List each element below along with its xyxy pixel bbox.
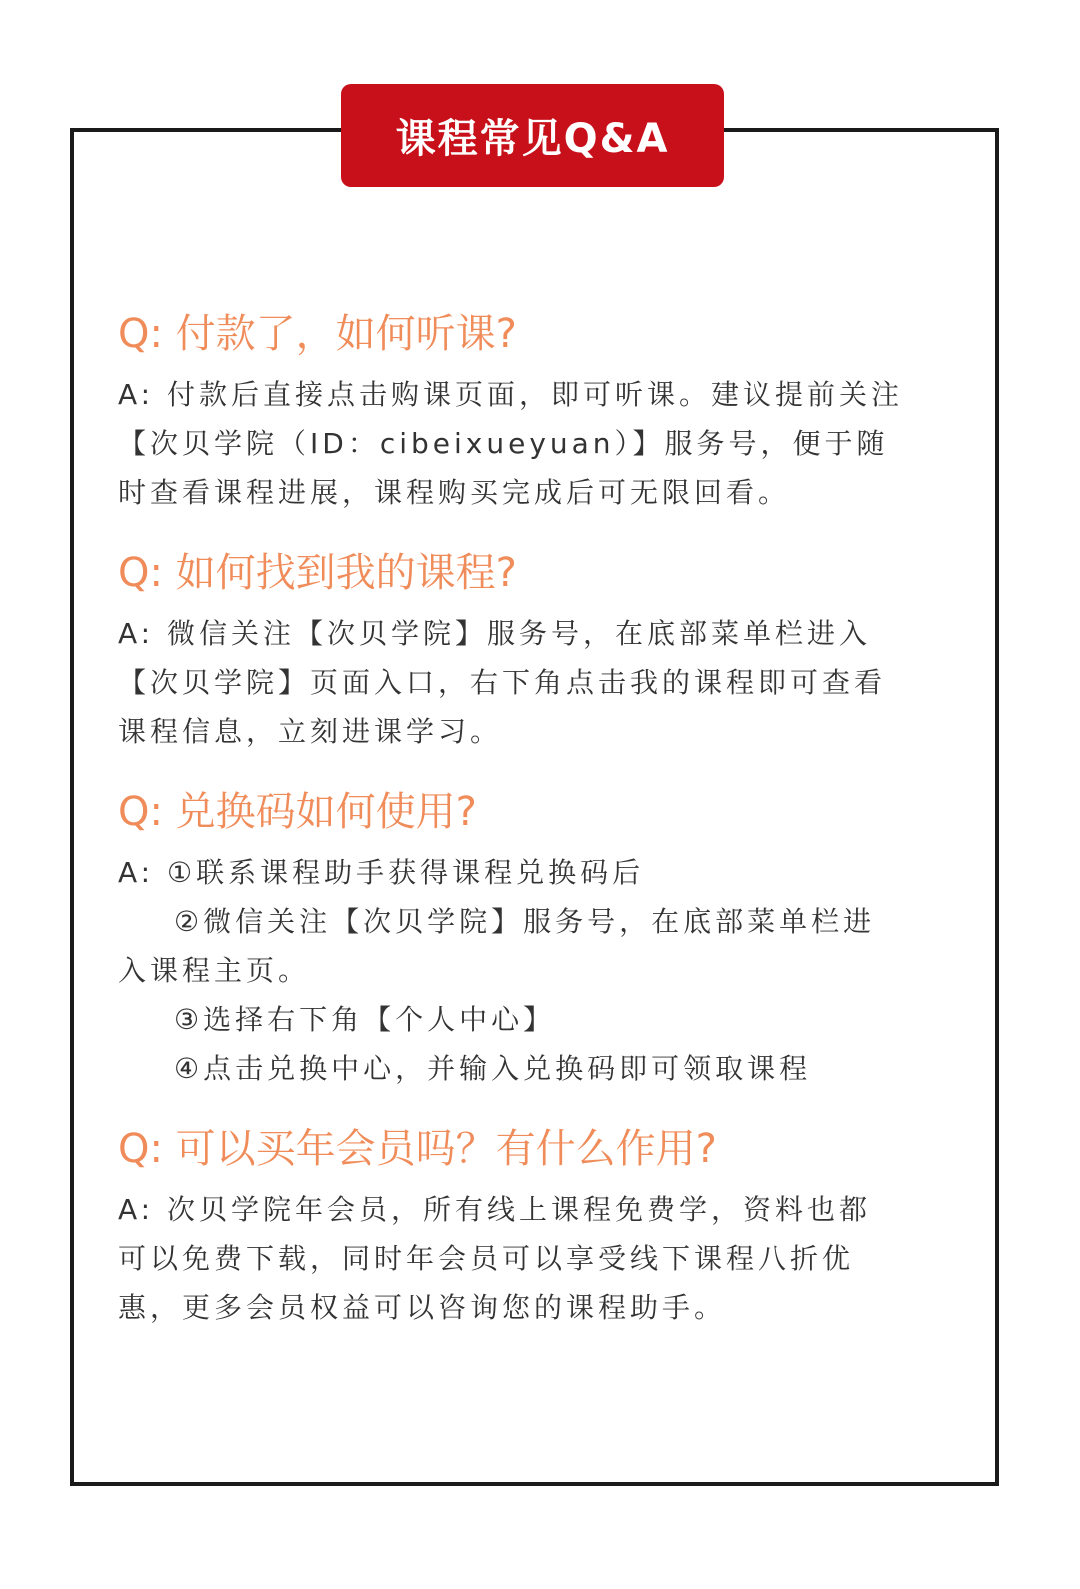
answer-line: A: 微信关注【次贝学院】服务号，在底部菜单栏进入 [118, 617, 871, 650]
page-title: 课程常见Q&A [341, 84, 724, 187]
answer-line: 课程信息，立刻进课学习。 [118, 715, 503, 748]
answer-line: A: 次贝学院年会员，所有线上课程免费学，资料也都 [118, 1193, 871, 1226]
faq-item [118, 545, 958, 756]
faq-item [118, 1121, 958, 1332]
faq-list [118, 306, 958, 1360]
answer-line: A: 付款后直接点击购课页面，即可听课。建议提前关注 [118, 378, 903, 411]
answer-line: ④点击兑换中心，并输入兑换码即可领取课程 [174, 1052, 812, 1085]
answer-line: 入课程主页。 [118, 954, 311, 987]
faq-question: Q: 如何找到我的课程? [118, 550, 517, 596]
faq-item [118, 784, 958, 1093]
answer-line: ②微信关注【次贝学院】服务号，在底部菜单栏进 [174, 905, 876, 938]
answer-line: 【次贝学院】页面入口，右下角点击我的课程即可查看 [118, 666, 887, 699]
answer-line: ③选择右下角【个人中心】 [174, 1003, 556, 1036]
faq-answer [118, 1185, 958, 1332]
answer-line: 可以免费下载，同时年会员可以享受线下课程八折优 [118, 1242, 855, 1275]
answer-line: A: ①联系课程助手获得课程兑换码后 [118, 856, 645, 889]
answer-line: 时查看课程进展，课程购买完成后可无限回看。 [118, 476, 791, 509]
faq-question: Q: 可以买年会员吗？有什么作用? [118, 1126, 717, 1172]
faq-question: Q: 付款了，如何听课? [118, 311, 517, 357]
faq-answer [118, 609, 958, 756]
answer-line: 【次贝学院（ID：cibeixueyuan）】服务号，便于随 [118, 427, 889, 460]
faq-answer [118, 370, 958, 517]
faq-item [118, 306, 958, 517]
answer-line: 惠，更多会员权益可以咨询您的课程助手。 [118, 1291, 727, 1324]
faq-question: Q: 兑换码如何使用? [118, 789, 477, 835]
faq-answer [118, 848, 958, 1093]
